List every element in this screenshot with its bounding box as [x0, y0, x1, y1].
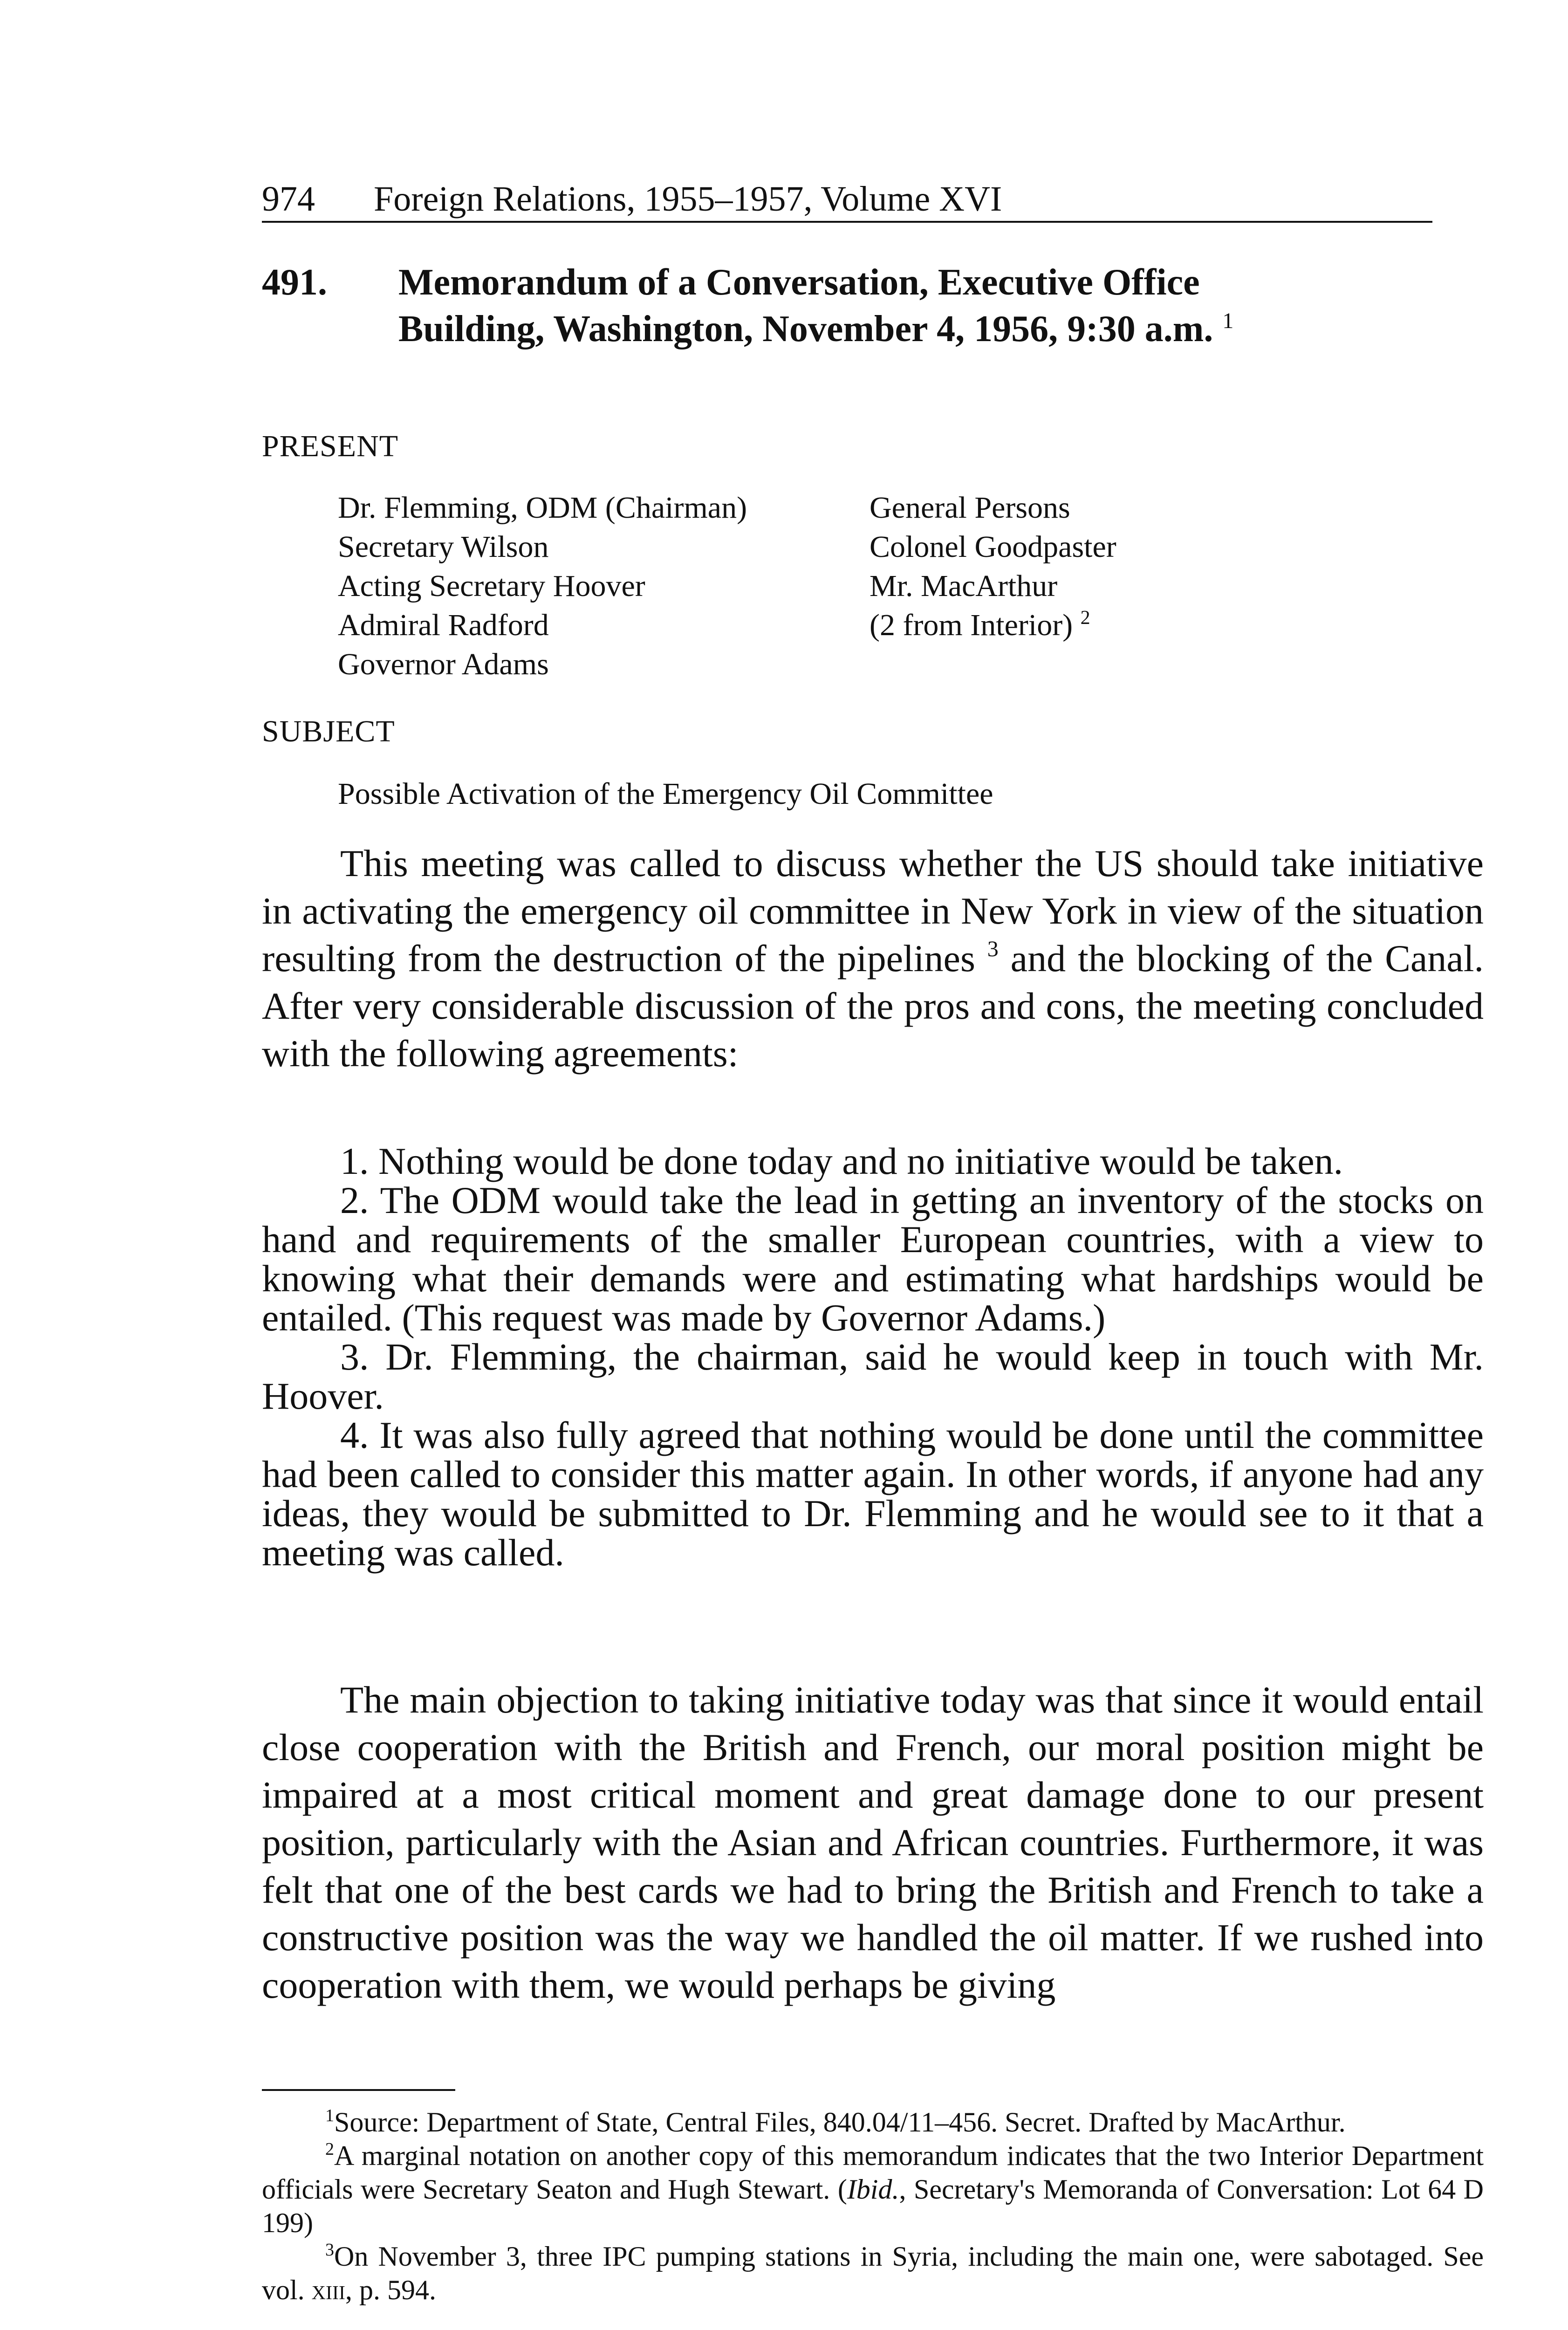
attendees-left-column [338, 488, 747, 684]
page-number: 974 [262, 179, 315, 219]
attendee: Mr. MacArthur [870, 569, 1058, 603]
document-number: 491. [262, 262, 327, 303]
paragraph-text: and the blocking of the Canal. After very considerable discussion of the pros and cons, the meeting concluded with the following agreements: [262, 937, 1484, 1075]
footnote-marker: 2 [325, 2139, 334, 2159]
body-paragraph-1 [262, 840, 1484, 1077]
footnote-divider [262, 2089, 455, 2091]
footnote-ref-2: 2 [1080, 607, 1090, 629]
attendee: Governor Adams [338, 647, 549, 681]
list-item: 2. The ODM would take the lead in getting an inventory of the stocks on hand and requirements of the smaller European countries, with a view to knowing what their demands were and estimating what hardships would be entailed. (This request was made by Governor Adams.) [262, 1179, 1484, 1339]
attendee: General Persons [870, 491, 1070, 525]
footnote-3 [262, 2240, 1484, 2307]
footnote-text: , Secretary's Memoranda of Conversation: Lot 64 D 199) [262, 2174, 1484, 2238]
paragraph-text: This meeting was called to discuss whether the US should take initiative in activating the emergency oil committee in New York in view of the situation resulting from the destruction of the pipelines [262, 842, 1484, 980]
subject-text: Possible Activation of the Emergency Oil Committee [338, 777, 993, 811]
running-header [262, 177, 1432, 223]
attendee: Secretary Wilson [338, 530, 549, 564]
attendee: Dr. Flemming, ODM (Chairman) [338, 491, 747, 525]
agreements-list [262, 1142, 1484, 1572]
document-title-line-2-text: Building, Washington, November 4, 1956, 9:30 a.m. [398, 308, 1213, 350]
body-paragraph-2: The main objection to taking initiative today was that since it would entail close cooperation with the British and French, our moral position might be impaired at a most critical moment and great damage done to our present position, particularly with the Asian and African countries. Furthermore, it was felt that one of the best cards we had to bring the British and French to take a constructive position was the way we handled the oil matter. If we rushed into cooperation with them, we would perhaps be giving [262, 1679, 1484, 2006]
footnote-volume: xiii [311, 2275, 345, 2305]
attendee-interior [870, 606, 1116, 645]
footnote-ibid: Ibid. [847, 2174, 899, 2205]
document-title-line-2 [398, 306, 1442, 352]
list-item: 1. Nothing would be done today and no initiative would be taken. [340, 1140, 1343, 1182]
footnote-text: Source: Department of State, Central Files, 840.04/11–456. Secret. Drafted by MacArthur. [334, 2107, 1346, 2138]
footnote-marker: 3 [325, 2240, 334, 2260]
subject-label: SUBJECT [262, 714, 395, 748]
attendee: (2 from Interior) [870, 608, 1073, 642]
list-item: 3. Dr. Flemming, the chairman, said he would keep in touch with Mr. Hoover. [262, 1336, 1484, 1417]
footnote-text: A marginal notation on another copy of this memorandum indicates that the two Interior Department officials were Secretary Seaton and Hugh Stewart. ( [262, 2140, 1484, 2205]
footnote-marker: 1 [325, 2106, 334, 2125]
footnote-text: , p. 594. [345, 2275, 436, 2305]
footnote-ref-3: 3 [987, 937, 999, 961]
footnote-ref-1: 1 [1222, 308, 1234, 333]
attendee: Acting Secretary Hoover [338, 569, 645, 603]
document-title-line-1: Memorandum of a Conversation, Executive Office [398, 262, 1200, 303]
list-item: 4. It was also fully agreed that nothing would be done until the committee had been called to consider this matter again. In other words, if anyone had any ideas, they would be submitted to Dr. Flemming and he would see to it that a meeting was called. [262, 1414, 1484, 1574]
footnote-2 [262, 2139, 1484, 2240]
footnote-text: On November 3, three IPC pumping stations in Syria, including the main one, were sabotaged. See vol. [262, 2241, 1484, 2305]
document-title [398, 259, 1442, 352]
attendee: Admiral Radford [338, 608, 549, 642]
volume-title: Foreign Relations, 1955–1957, Volume XVI [374, 179, 1002, 219]
footnote-1 [262, 2105, 1484, 2139]
attendee: Colonel Goodpaster [870, 530, 1116, 564]
footnotes [262, 2105, 1484, 2307]
attendees-right-column [870, 488, 1116, 645]
present-label: PRESENT [262, 429, 399, 463]
